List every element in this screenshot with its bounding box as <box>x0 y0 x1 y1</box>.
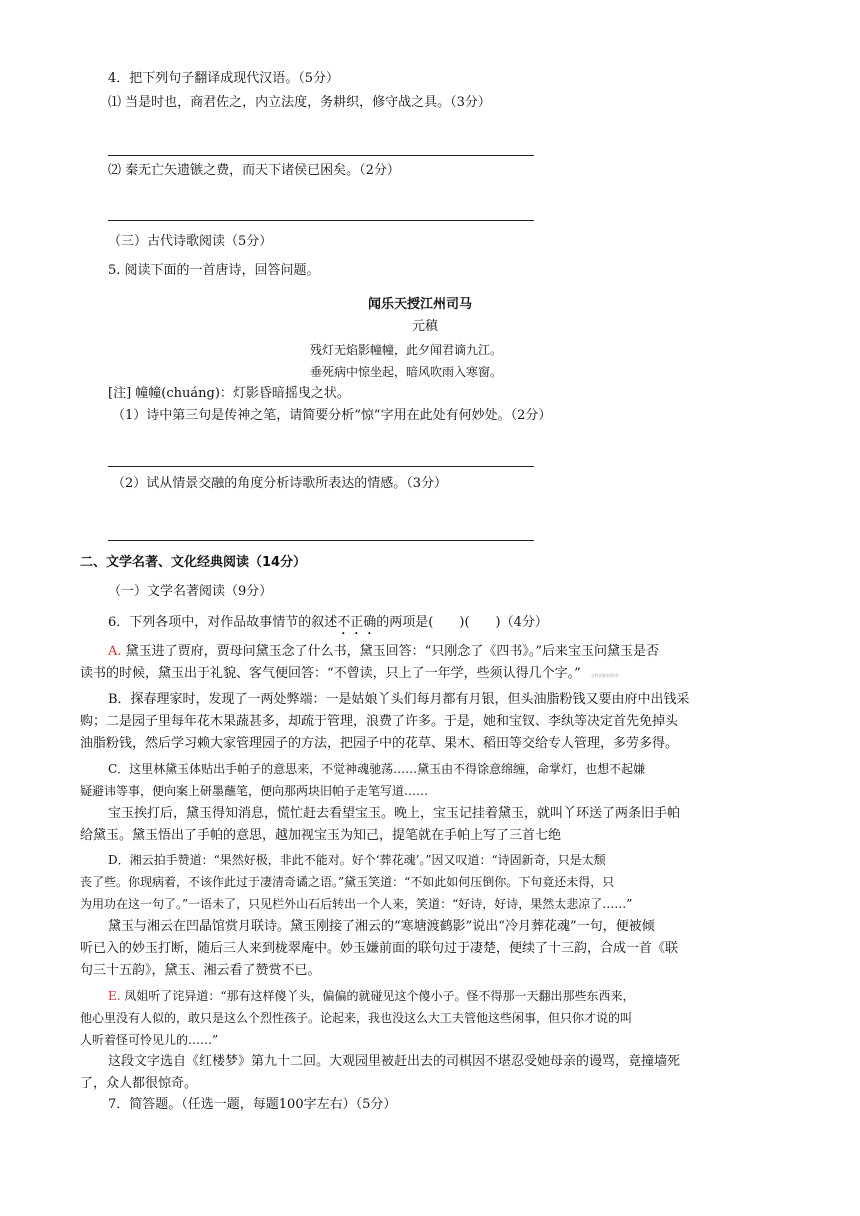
part2-title: 二、文学名著、文化经典阅读（14分） <box>80 555 307 570</box>
option-d-line-1: D．湘云拍手赞道：“果然好极，非此不能对。好个‘葬花魂’。”因又叹道：“诗固新奇，只是太颓 <box>108 853 606 867</box>
q6-stem <box>108 614 548 638</box>
option-c-line-3: 宝玉挨打后，黛玉得知消息，慌忙赶去看望宝玉。晚上，宝玉记挂着黛玉，就叫丫环送了两条旧手帕 <box>108 806 681 821</box>
option-c-line-2: 疑避讳等事，便向案上研墨蘸笔，便向那两块旧帕子走笔写道…… <box>80 784 429 798</box>
option-e-label: E. <box>108 989 121 1003</box>
poem-line-1: 残灯无焰影幢幢，此夕闻君谪九江。 <box>310 343 503 357</box>
q6-stem-emphasis: 不正确 <box>337 615 377 630</box>
option-b-line-1: B．探春理家时，发现了一两处弊端：一是姑娘丫头们每月都有月银，但头油脂粉钱又要由府中出钱采 <box>108 692 690 707</box>
poem-note: [注] 幢幢(chuáng)：灯影昏暗摇曳之状。 <box>108 386 350 401</box>
option-e-line-2: 他心里没有人似的，敢只是这么个烈性孩子。论起来，我也没这么大工夫管他这些闲事，但只你才说的叫 <box>80 1011 633 1025</box>
option-b-line-3: 油脂粉钱，然后学习赖大家管理园子的方法，把园子中的花草、果木、稻田等交给专人管理，多劳多得。 <box>80 736 679 751</box>
option-e-line-4: 这段文字选自《红楼梦》第九十二回。大观园里被赶出去的司棋因不堪忍受她母亲的谩骂，竟撞墙死 <box>108 1054 681 1069</box>
watermark: 学科网版权所有 <box>590 673 619 678</box>
option-a-text-1: 黛玉进了贾府，贾母问黛玉念了什么书，黛玉回答：“只刚念了《四书》。”后来宝玉问黛玉是否 <box>125 644 659 659</box>
option-e-text-1: 凤姐听了诧异道：“那有这样傻丫头，偏偏的就碰见这个傻小子。怪不得那一天翻出那些东西来， <box>124 989 635 1003</box>
q7-title: 7．简答题。（任选一题，每题100字左右）（5分） <box>108 1097 397 1112</box>
option-d-line-3: 为用功在这一句了。”一语未了，只见栏外山石后转出一个人来，笑道：“好诗，好诗，果然太悲凉了……” <box>80 897 633 911</box>
answer-line <box>108 466 534 467</box>
option-e-line-3: 人听着怪可怜见儿的……” <box>80 1033 219 1047</box>
poem-author: 元稹 <box>412 319 439 334</box>
option-a-label: A. <box>108 644 122 659</box>
q5-intro: 5. 阅读下面的一首唐诗，回答问题。 <box>108 263 320 278</box>
q4-sentence-2: ⑵ 秦无亡矢遗镞之费，而天下诸侯已困矣。（2分） <box>108 163 400 178</box>
option-d-line-4: 黛玉与湘云在凹晶馆赏月联诗。黛玉刚接了湘云的“寒塘渡鹤影”说出“冷月葬花魂”一句，便被倾 <box>108 919 655 934</box>
option-a-text-2: 读书的时候，黛玉出于礼貌、客气便回答：“不曾读，只上了一年学，些须认得几个字。” <box>80 666 581 681</box>
q6-stem-b: 的两项是( )( )（4分） <box>376 615 548 630</box>
option-d-line-6: 句三十五韵》，黛玉、湘云看了赞赏不已。 <box>80 963 321 978</box>
poem-title: 闻乐天授江州司马 <box>368 297 473 312</box>
answer-line <box>108 220 534 221</box>
answer-line <box>108 540 534 541</box>
option-a-line-1 <box>108 643 659 661</box>
q5-sub-2: （2）试从情景交融的角度分析诗歌所表达的情感。（3分） <box>112 476 448 491</box>
q6-stem-a: 6．下列各项中，对作品故事情节的叙述 <box>108 615 338 630</box>
answer-line <box>108 155 534 156</box>
section-poetry-heading: （三）古代诗歌阅读（5分） <box>108 234 273 249</box>
q5-sub-1: （1）诗中第三句是传神之笔，请简要分析“惊”字用在此处有何妙处。（2分） <box>112 408 552 423</box>
option-e-line-5: 了，众人都很惊奇。 <box>80 1076 198 1091</box>
option-c-line-1: C．这里林黛玉体贴出手帕子的意思来，不觉神魂驰荡……黛玉由不得馀意绵缠，命掌灯，也想不起嫌 <box>108 762 646 776</box>
q4-sentence-1: ⑴ 当是时也，商君佐之，内立法度，务耕织，修守战之具。（3分） <box>108 95 491 110</box>
q4-title: 4．把下列句子翻译成现代汉语。（5分） <box>108 71 340 86</box>
option-d-line-2: 丧了些。你现病着，不该作此过于凄清奇谲之语。”黛玉笑道：“不如此如何压倒你。下句竟还未得，只 <box>80 875 615 889</box>
option-d-line-5: 听已入的妙玉打断，随后三人来到栊翠庵中。妙玉嫌前面的联句过于凄楚，便续了十三韵，合成一首《联 <box>80 941 679 956</box>
poem-line-2: 垂死病中惊坐起，暗风吹雨入寒窗。 <box>310 365 503 379</box>
option-b-line-2: 购；二是园子里每年花木果蔬甚多，却疏于管理，浪费了许多。于是，她和宝钗、李纨等决定首先免掉头 <box>80 714 679 729</box>
option-c-line-4: 给黛玉。黛玉悟出了手帕的意思，越加视宝玉为知己，提笔就在手帕上写了三首七绝 <box>80 828 562 843</box>
option-e-line-1 <box>108 987 635 1005</box>
option-a-line-2 <box>80 665 619 685</box>
part2-subheading: （一）文学名著阅读（9分） <box>108 584 273 599</box>
